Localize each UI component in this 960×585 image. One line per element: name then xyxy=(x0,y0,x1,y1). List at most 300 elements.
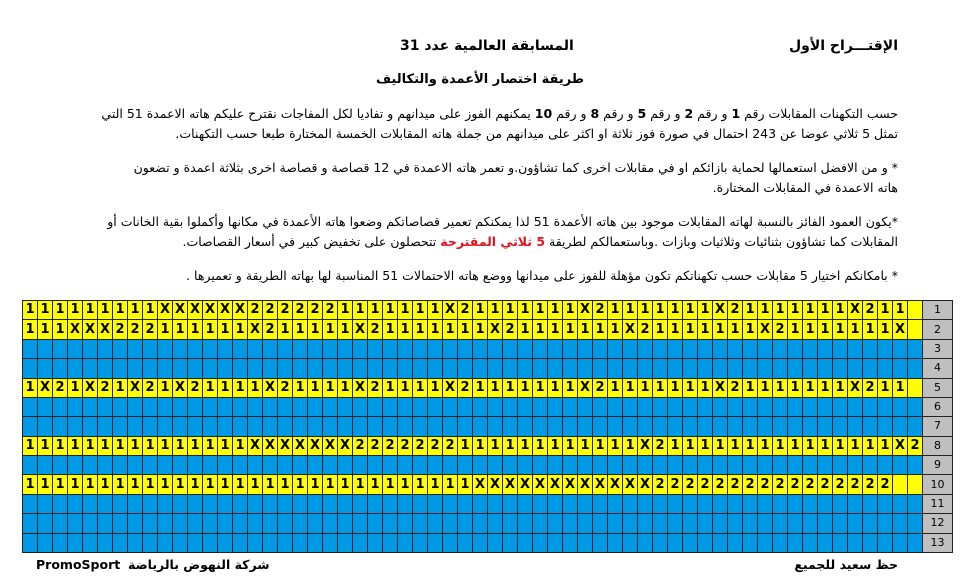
grid-cell: 1 xyxy=(773,436,788,455)
grid-cell xyxy=(878,514,893,533)
grid-cell xyxy=(758,533,773,553)
grid-cell: 1 xyxy=(743,436,758,455)
grid-row-11 xyxy=(23,494,953,513)
grid-cell xyxy=(773,417,788,436)
grid-cell xyxy=(668,417,683,436)
grid-cell xyxy=(758,417,773,436)
grid-cell xyxy=(188,514,203,533)
grid-cell: 1 xyxy=(758,436,773,455)
grid-cell: 2 xyxy=(368,320,383,339)
grid-cell xyxy=(473,359,488,378)
grid-cell: 1 xyxy=(38,475,53,494)
grid-cell xyxy=(158,456,173,475)
grid-cell: X xyxy=(488,320,503,339)
grid-cell: 2 xyxy=(53,378,68,397)
grid-cell xyxy=(458,456,473,475)
grid-cell: 1 xyxy=(338,320,353,339)
grid-cell xyxy=(848,456,863,475)
grid-cell xyxy=(548,456,563,475)
grid-cell xyxy=(293,456,308,475)
grid-cell xyxy=(878,494,893,513)
grid-cell xyxy=(518,456,533,475)
grid-cell xyxy=(443,533,458,553)
grid-cell xyxy=(743,339,758,358)
grid-cell xyxy=(218,494,233,513)
grid-cell: 1 xyxy=(128,301,143,320)
grid-cell xyxy=(458,417,473,436)
grid-cell: 1 xyxy=(293,475,308,494)
grid-cell xyxy=(128,339,143,358)
grid-cell: 1 xyxy=(638,301,653,320)
grid-cell: X xyxy=(158,301,173,320)
grid-cell xyxy=(428,456,443,475)
grid-cell: 1 xyxy=(488,378,503,397)
grid-cell xyxy=(728,417,743,436)
grid-cell xyxy=(488,494,503,513)
grid-cell xyxy=(818,417,833,436)
grid-cell xyxy=(113,494,128,513)
grid-cell xyxy=(698,397,713,416)
grid-cell xyxy=(503,494,518,513)
grid-cell xyxy=(848,397,863,416)
grid-cell xyxy=(518,417,533,436)
grid-cell xyxy=(893,533,908,553)
grid-cell xyxy=(863,417,878,436)
grid-cell xyxy=(563,359,578,378)
grid-cell: 1 xyxy=(518,320,533,339)
grid-cell xyxy=(353,456,368,475)
grid-cell: X xyxy=(623,475,638,494)
grid-cell xyxy=(113,339,128,358)
grid-cell xyxy=(173,417,188,436)
grid-row-13 xyxy=(23,533,953,553)
grid-cell: 1 xyxy=(398,301,413,320)
grid-cell xyxy=(458,494,473,513)
grid-cell xyxy=(173,456,188,475)
grid-cell: 1 xyxy=(38,320,53,339)
grid-cell xyxy=(743,533,758,553)
grid-cell xyxy=(743,417,758,436)
grid-cell: X xyxy=(518,475,533,494)
grid-row-12 xyxy=(23,514,953,533)
grid-cell xyxy=(398,359,413,378)
grid-cell xyxy=(908,494,923,513)
grid-cell xyxy=(668,533,683,553)
grid-cell xyxy=(803,494,818,513)
row-number: 4 xyxy=(923,359,953,378)
grid-cell xyxy=(533,397,548,416)
grid-cell: X xyxy=(38,378,53,397)
grid-cell xyxy=(263,417,278,436)
grid-cell xyxy=(743,456,758,475)
grid-cell xyxy=(203,359,218,378)
grid-cell xyxy=(248,494,263,513)
grid-cell xyxy=(68,417,83,436)
grid-cell xyxy=(23,514,38,533)
grid-cell xyxy=(293,359,308,378)
grid-cell: 1 xyxy=(143,475,158,494)
company-name: شركة النهوض بالرياضة xyxy=(128,557,270,572)
grid-cell xyxy=(668,359,683,378)
grid-cell xyxy=(563,456,578,475)
grid-cell: X xyxy=(83,378,98,397)
grid-cell: X xyxy=(248,436,263,455)
text-run: هاته الاعمدة في المقابلات المختارة. xyxy=(712,180,898,195)
grid-cell: 1 xyxy=(788,301,803,320)
grid-cell: X xyxy=(248,320,263,339)
grid-cell: 1 xyxy=(743,320,758,339)
grid-cell xyxy=(323,494,338,513)
grid-cell: 1 xyxy=(323,320,338,339)
grid-cell: 2 xyxy=(278,301,293,320)
grid-cell xyxy=(653,417,668,436)
grid-cell xyxy=(878,339,893,358)
grid-cell xyxy=(593,397,608,416)
grid-cell: X xyxy=(578,475,593,494)
grid-cell xyxy=(338,359,353,378)
grid-cell xyxy=(323,397,338,416)
grid-cell: 1 xyxy=(698,378,713,397)
grid-cell xyxy=(773,339,788,358)
grid-cell xyxy=(623,533,638,553)
grid-cell xyxy=(728,456,743,475)
grid-cell xyxy=(98,533,113,553)
grid-cell xyxy=(578,359,593,378)
grid-cell xyxy=(548,533,563,553)
grid-cell xyxy=(713,533,728,553)
grid-cell xyxy=(743,359,758,378)
grid-cell: 1 xyxy=(668,436,683,455)
grid-cell xyxy=(113,456,128,475)
grid-cell xyxy=(443,456,458,475)
grid-cell: 1 xyxy=(53,301,68,320)
paragraph-2 xyxy=(24,158,898,198)
grid-cell xyxy=(278,494,293,513)
grid-cell: 1 xyxy=(893,301,908,320)
grid-cell xyxy=(68,494,83,513)
grid-cell: 2 xyxy=(458,301,473,320)
grid-cell xyxy=(563,514,578,533)
grid-cell xyxy=(308,494,323,513)
grid-cell xyxy=(518,339,533,358)
grid-cell xyxy=(698,533,713,553)
grid-cell: 2 xyxy=(143,320,158,339)
grid-cell: 2 xyxy=(443,436,458,455)
grid-cell xyxy=(608,494,623,513)
grid-cell: X xyxy=(713,378,728,397)
grid-cell xyxy=(233,533,248,553)
grid-cell: 1 xyxy=(878,436,893,455)
grid-cell xyxy=(443,417,458,436)
grid-cell: 1 xyxy=(608,436,623,455)
grid-row-5 xyxy=(23,378,953,397)
grid-cell xyxy=(53,417,68,436)
grid-cell xyxy=(653,339,668,358)
text-run: 5 xyxy=(637,106,647,121)
grid-cell xyxy=(593,417,608,436)
grid-cell: 1 xyxy=(68,378,83,397)
text-run: المقابلات كما تشاؤون بثنائيات وثلاثيات وبازات .وباستعمالكم لطريقة xyxy=(545,234,898,249)
grid-cell xyxy=(773,397,788,416)
grid-cell xyxy=(638,533,653,553)
grid-cell xyxy=(113,397,128,416)
grid-cell xyxy=(773,514,788,533)
grid-cell: 1 xyxy=(563,436,578,455)
grid-cell xyxy=(668,456,683,475)
grid-cell xyxy=(383,339,398,358)
grid-cell xyxy=(758,456,773,475)
grid-cell xyxy=(578,339,593,358)
grid-cell xyxy=(773,494,788,513)
grid-cell xyxy=(353,397,368,416)
grid-cell: 2 xyxy=(713,475,728,494)
grid-cell: 1 xyxy=(188,320,203,339)
grid-cell: 1 xyxy=(893,378,908,397)
grid-cell xyxy=(173,339,188,358)
grid-cell: 1 xyxy=(563,320,578,339)
grid-cell: 1 xyxy=(878,320,893,339)
grid-cell: 2 xyxy=(728,475,743,494)
grid-cell: X xyxy=(263,378,278,397)
grid-cell xyxy=(188,533,203,553)
grid-cell xyxy=(383,397,398,416)
grid-cell xyxy=(593,494,608,513)
grid-cell: 2 xyxy=(248,301,263,320)
row-number: 6 xyxy=(923,397,953,416)
grid-cell xyxy=(848,359,863,378)
grid-cell: 1 xyxy=(758,378,773,397)
row-number: 1 xyxy=(923,301,953,320)
grid-cell xyxy=(818,339,833,358)
grid-cell xyxy=(143,397,158,416)
grid-cell xyxy=(218,533,233,553)
grid-cell xyxy=(428,514,443,533)
grid-cell: X xyxy=(623,320,638,339)
grid-cell xyxy=(878,456,893,475)
grid-cell: 1 xyxy=(158,378,173,397)
grid-cell: 1 xyxy=(353,475,368,494)
grid-cell: X xyxy=(353,320,368,339)
grid-cell xyxy=(128,397,143,416)
grid-cell xyxy=(608,456,623,475)
grid-cell: 1 xyxy=(698,301,713,320)
grid-cell xyxy=(563,397,578,416)
grid-cell: 1 xyxy=(653,301,668,320)
grid-cell: 1 xyxy=(158,436,173,455)
grid-cell xyxy=(458,533,473,553)
text-run: 1 xyxy=(731,106,741,121)
grid-cell xyxy=(503,339,518,358)
grid-cell xyxy=(368,533,383,553)
grid-cell: 1 xyxy=(443,475,458,494)
grid-cell xyxy=(473,339,488,358)
grid-cell xyxy=(413,533,428,553)
grid-cell xyxy=(23,339,38,358)
grid-cell xyxy=(338,417,353,436)
grid-cell: 1 xyxy=(473,301,488,320)
grid-cell xyxy=(38,514,53,533)
grid-cell: 2 xyxy=(908,436,923,455)
grid-cell xyxy=(263,494,278,513)
grid-cell xyxy=(803,359,818,378)
grid-cell xyxy=(728,494,743,513)
row-number: 2 xyxy=(923,320,953,339)
grid-cell xyxy=(83,494,98,513)
grid-cell xyxy=(128,359,143,378)
grid-cell: 1 xyxy=(188,475,203,494)
grid-cell xyxy=(518,359,533,378)
grid-cell: 1 xyxy=(728,436,743,455)
grid-row-9 xyxy=(23,456,953,475)
grid-cell: 2 xyxy=(593,301,608,320)
grid-cell: 2 xyxy=(668,475,683,494)
grid-cell xyxy=(788,339,803,358)
grid-cell: 1 xyxy=(518,301,533,320)
grid-cell: 1 xyxy=(338,475,353,494)
grid-row-1 xyxy=(23,301,953,320)
grid-cell xyxy=(248,359,263,378)
grid-cell xyxy=(533,339,548,358)
grid-cell xyxy=(833,339,848,358)
grid-cell xyxy=(113,359,128,378)
grid-cell xyxy=(428,494,443,513)
grid-cell xyxy=(563,339,578,358)
grid-cell xyxy=(23,359,38,378)
grid-cell xyxy=(143,339,158,358)
grid-cell xyxy=(863,359,878,378)
grid-cell xyxy=(368,417,383,436)
grid-cell xyxy=(473,514,488,533)
grid-cell xyxy=(338,514,353,533)
grid-cell xyxy=(668,494,683,513)
grid-cell xyxy=(128,533,143,553)
grid-cell xyxy=(383,494,398,513)
grid-cell xyxy=(23,417,38,436)
grid-cell: X xyxy=(443,301,458,320)
brand-name: PromoSport xyxy=(36,557,121,572)
grid-cell xyxy=(488,533,503,553)
grid-cell: 1 xyxy=(293,320,308,339)
grid-cell xyxy=(383,514,398,533)
grid-cell: 1 xyxy=(383,320,398,339)
grid-cell: 1 xyxy=(203,378,218,397)
grid-cell: 1 xyxy=(773,301,788,320)
grid-cell: X xyxy=(83,320,98,339)
grid-cell xyxy=(818,397,833,416)
method-subtitle: طريقة اختصار الأعمدة والتكاليف xyxy=(375,72,585,87)
grid-cell xyxy=(413,397,428,416)
grid-cell xyxy=(653,456,668,475)
grid-cell xyxy=(338,533,353,553)
grid-cell xyxy=(188,417,203,436)
grid-cell xyxy=(158,494,173,513)
grid-cell xyxy=(788,417,803,436)
grid-cell xyxy=(578,417,593,436)
grid-cell xyxy=(638,417,653,436)
grid-cell xyxy=(488,397,503,416)
grid-cell xyxy=(608,533,623,553)
grid-cell xyxy=(83,417,98,436)
grid-cell xyxy=(308,533,323,553)
grid-cell xyxy=(263,339,278,358)
grid-cell xyxy=(773,533,788,553)
grid-cell: 1 xyxy=(443,320,458,339)
row-number: 11 xyxy=(923,494,953,513)
grid-cell: 2 xyxy=(593,378,608,397)
grid-cell: X xyxy=(443,378,458,397)
grid-cell xyxy=(53,397,68,416)
grid-cell xyxy=(68,514,83,533)
grid-cell xyxy=(488,456,503,475)
grid-cell: X xyxy=(128,378,143,397)
grid-cell: 1 xyxy=(113,301,128,320)
competition-title: المسابقة العالمية عدد 31 xyxy=(400,38,574,54)
grid-cell: 1 xyxy=(848,436,863,455)
text-run: تمثل 5 ثلاثي عوضا عن 243 احتمال في صورة فوز ثلاثة او اكثر على ميدانهم من جملة هاته المقابلات الخمسة المختارة طبعا حسب التكهنات. xyxy=(175,126,898,141)
grid-cell: 1 xyxy=(488,436,503,455)
grid-cell xyxy=(668,514,683,533)
grid-cell xyxy=(188,397,203,416)
grid-cell: 2 xyxy=(728,378,743,397)
grid-cell xyxy=(848,533,863,553)
grid-cell xyxy=(713,339,728,358)
grid-cell: 1 xyxy=(233,475,248,494)
row-number: 13 xyxy=(923,533,953,553)
grid-cell xyxy=(323,514,338,533)
grid-cell xyxy=(278,533,293,553)
grid-cell: 1 xyxy=(503,378,518,397)
grid-cell: 1 xyxy=(548,378,563,397)
grid-cell xyxy=(503,417,518,436)
grid-cell: 1 xyxy=(833,436,848,455)
grid-cell: 1 xyxy=(128,436,143,455)
grid-cell: X xyxy=(293,436,308,455)
grid-cell: 1 xyxy=(323,475,338,494)
grid-cell xyxy=(563,494,578,513)
grid-cell xyxy=(263,359,278,378)
grid-cell xyxy=(893,359,908,378)
grid-cell xyxy=(458,339,473,358)
grid-cell: 1 xyxy=(458,436,473,455)
grid-cell xyxy=(713,456,728,475)
grid-cell xyxy=(863,397,878,416)
grid-cell xyxy=(758,494,773,513)
grid-cell: 1 xyxy=(548,320,563,339)
grid-cell xyxy=(263,456,278,475)
grid-cell: X xyxy=(503,475,518,494)
grid-cell xyxy=(518,514,533,533)
grid-cell: X xyxy=(278,436,293,455)
grid-cell: X xyxy=(173,378,188,397)
grid-cell: X xyxy=(848,378,863,397)
grid-cell: 1 xyxy=(308,378,323,397)
grid-cell xyxy=(473,397,488,416)
grid-cell: 1 xyxy=(233,378,248,397)
grid-cell: 2 xyxy=(638,320,653,339)
grid-cell xyxy=(308,359,323,378)
grid-cell: 1 xyxy=(683,436,698,455)
grid-cell xyxy=(848,339,863,358)
grid-cell: X xyxy=(893,320,908,339)
grid-cell xyxy=(158,417,173,436)
grid-cell xyxy=(818,359,833,378)
grid-cell xyxy=(323,339,338,358)
grid-cell xyxy=(278,417,293,436)
row-number: 9 xyxy=(923,456,953,475)
grid-cell xyxy=(653,514,668,533)
grid-row-8 xyxy=(23,436,953,455)
grid-cell xyxy=(278,456,293,475)
